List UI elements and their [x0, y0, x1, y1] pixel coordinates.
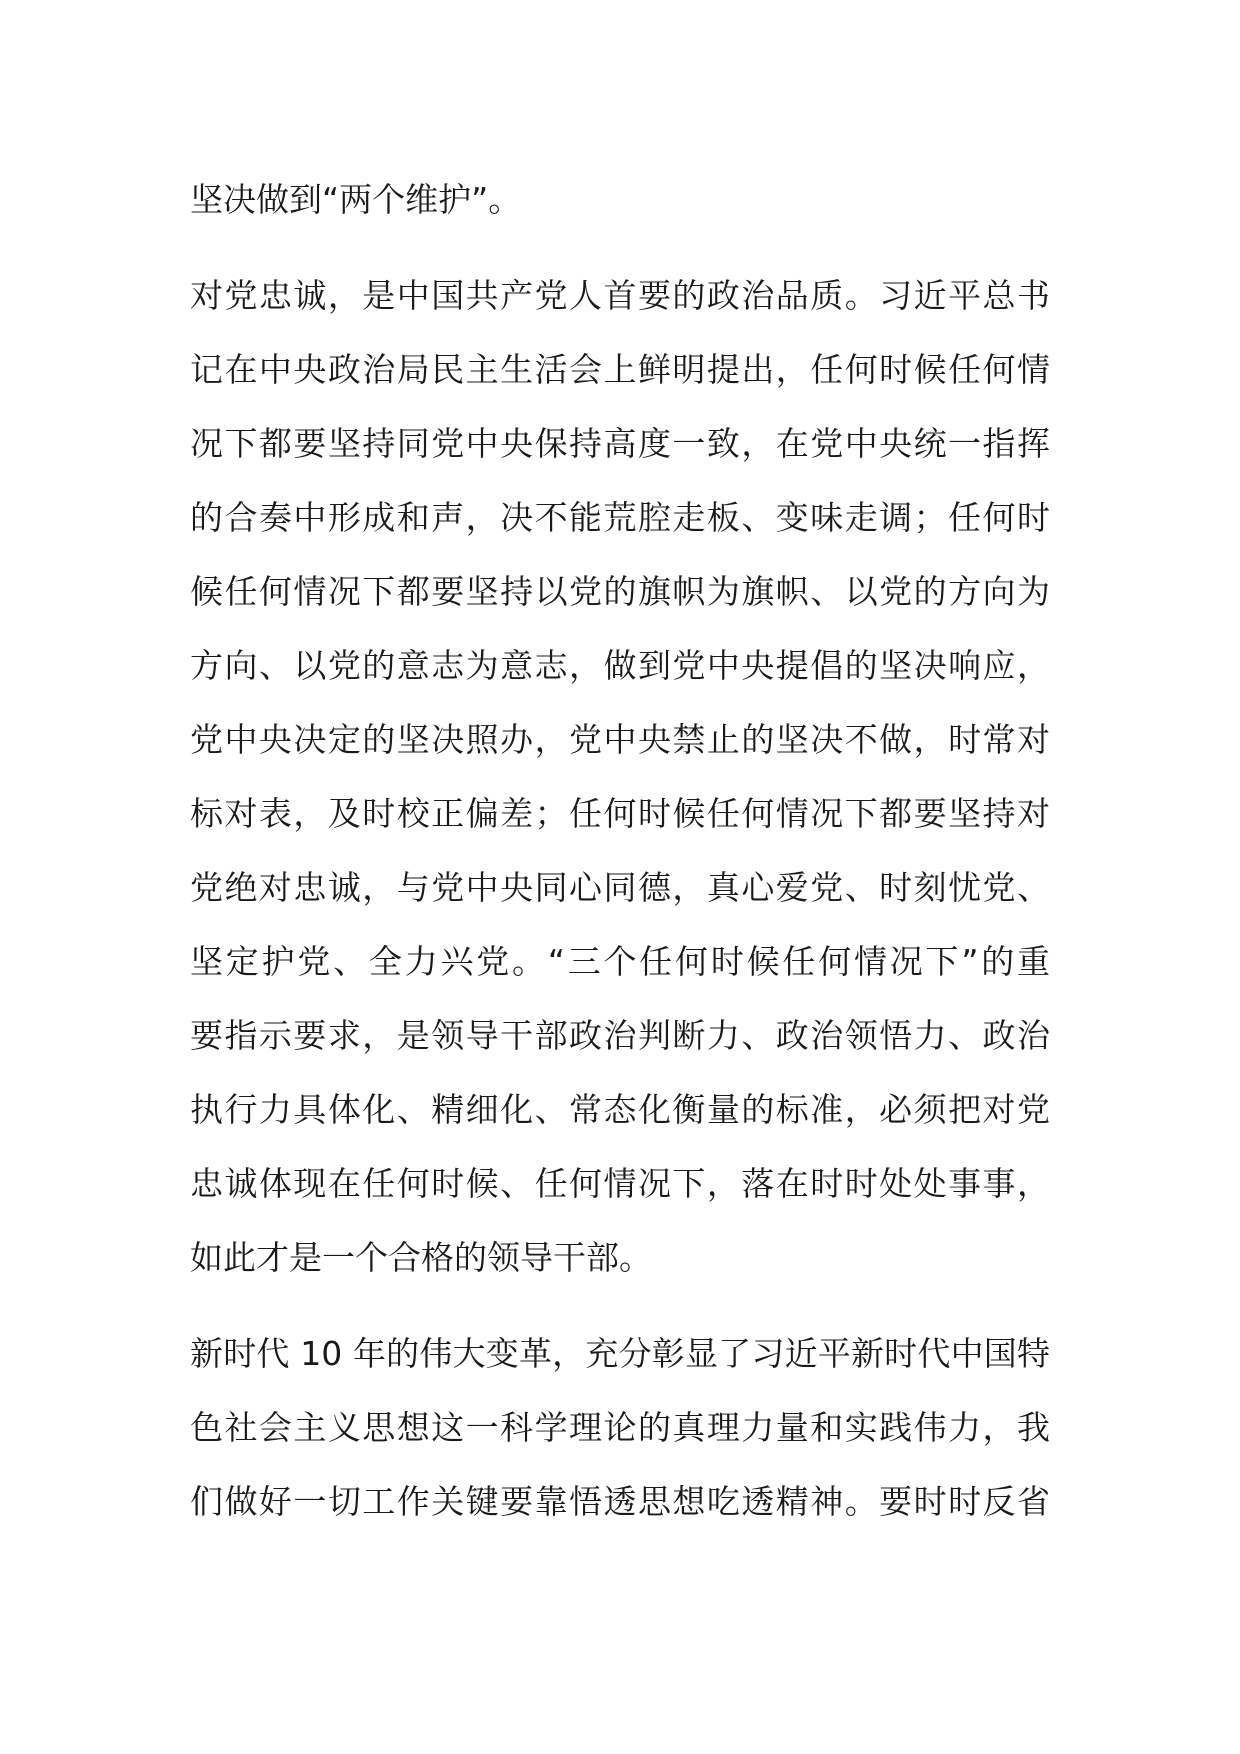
text-line: 标对表，及时校正偏差；任何时候任何情况下都要坚持对	[190, 794, 1050, 833]
text-line: 况下都要坚持同党中央保持高度一致，在党中央统一指挥	[190, 424, 1050, 463]
document-body	[190, 163, 1050, 1539]
paragraph-3	[190, 1317, 1050, 1539]
paragraph-2	[190, 259, 1050, 1295]
text-line: 记在中央政治局民主生活会上鲜明提出，任何时候任何情	[190, 350, 1050, 389]
text-line: 色社会主义思想这一科学理论的真理力量和实践伟力，我	[190, 1408, 1050, 1447]
text-line: 执行力具体化、精细化、常态化衡量的标准，必须把对党	[190, 1090, 1050, 1129]
text-line: 们做好一切工作关键要靠悟透思想吃透精神。要时时反省	[190, 1482, 1050, 1521]
paragraph-1	[190, 163, 1050, 237]
text-line: 坚决做到“两个维护”。	[190, 180, 522, 219]
text-line: 党中央决定的坚决照办，党中央禁止的坚决不做，时常对	[190, 720, 1050, 759]
text-line: 党绝对忠诚，与党中央同心同德，真心爱党、时刻忧党、	[190, 868, 1050, 907]
text-line: 对党忠诚，是中国共产党人首要的政治品质。习近平总书	[190, 276, 1050, 315]
text-line: 候任何情况下都要坚持以党的旗帜为旗帜、以党的方向为	[190, 572, 1050, 611]
text-line: 新时代 10 年的伟大变革，充分彰显了习近平新时代中国特	[190, 1334, 1050, 1373]
text-line: 坚定护党、全力兴党。“三个任何时候任何情况下”的重	[190, 942, 1050, 981]
paragraph-spacing	[190, 1295, 1050, 1317]
text-line: 忠诚体现在任何时候、任何情况下，落在时时处处事事，	[190, 1164, 1050, 1203]
text-line: 要指示要求，是领导干部政治判断力、政治领悟力、政治	[190, 1016, 1050, 1055]
paragraph-spacing	[190, 237, 1050, 259]
text-line: 的合奏中形成和声，决不能荒腔走板、变味走调；任何时	[190, 498, 1050, 537]
text-line: 方向、以党的意志为意志，做到党中央提倡的坚决响应，	[190, 646, 1050, 685]
text-line: 如此才是一个合格的领导干部。	[190, 1238, 652, 1277]
